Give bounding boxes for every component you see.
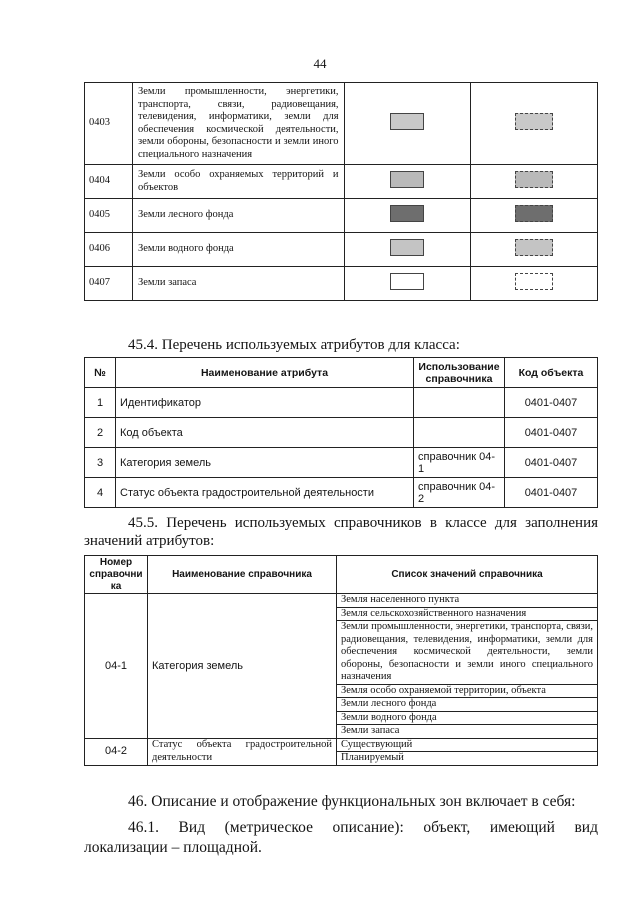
table-row — [85, 233, 598, 267]
dictionary-value: Земли водного фонда — [337, 711, 598, 725]
column-header: Наименование справочника — [148, 556, 337, 594]
object-code: 0405 — [85, 199, 133, 233]
page-number: 44 — [313, 56, 327, 71]
section-46-1-line2: локализации – площадной. — [84, 839, 262, 856]
row-number: 1 — [85, 388, 116, 418]
table-row — [85, 418, 598, 448]
symbols-table — [84, 82, 598, 301]
fill-symbol-swatch — [390, 239, 424, 256]
object-code: 0404 — [85, 165, 133, 199]
object-name: Земли водного фонда — [133, 233, 345, 267]
table-row — [85, 267, 598, 301]
object-code: 0401-0407 — [505, 448, 598, 478]
section-45-4-title: 45.4. Перечень используемых атрибутов для класса: — [128, 337, 460, 353]
object-name: Земли промышленности, энергетики, транспорта, связи, радиовещания, телевидения, информатики, земли для обеспечения космической деятельности, земли обороны, безопасности и земли иного специального назначения — [133, 83, 345, 165]
object-name: Земли особо охраняемых территорий и объектов — [133, 165, 345, 199]
dashed-symbol-swatch — [515, 171, 553, 188]
column-header: № — [85, 358, 116, 388]
dictionary-value: Земля сельскохозяйственного назначения — [337, 607, 598, 621]
dashed-symbol-swatch — [515, 239, 553, 256]
column-header: Использование справочника — [414, 358, 505, 388]
table-header-row — [85, 358, 598, 388]
object-code: 0407 — [85, 267, 133, 301]
dictionary-value: Планируемый — [337, 752, 598, 766]
section-46-1-line1: 46.1. Вид (метрическое описание): объект, имеющий вид — [128, 819, 598, 836]
dictionary-name: Категория земель — [148, 594, 337, 739]
dictionary-value: Земля особо охраняемой территории, объекта — [337, 684, 598, 698]
section-45-5-title: 45.5. Перечень используемых справочников в классе для заполнения значений атрибутов: — [84, 515, 598, 549]
table-row — [85, 594, 598, 608]
section-46-text: 46. Описание и отображение функциональных зон включает в себя: — [128, 793, 576, 810]
column-header: Код объекта — [505, 358, 598, 388]
object-code: 0401-0407 — [505, 478, 598, 508]
object-code: 0401-0407 — [505, 418, 598, 448]
table-row — [85, 83, 598, 165]
attribute-name: Статус объекта градостроительной деятельности — [116, 478, 414, 508]
fill-symbol-swatch — [390, 273, 424, 290]
dictionary-name: Статус объекта градостроительной деятельности — [148, 738, 337, 765]
dictionary-value: Существующий — [337, 738, 598, 752]
dictionary-value: Земли промышленности, энергетики, транспорта, связи, радиовещания, телевидения, информатики, земли для обеспечения космической деятельности, земли обороны, безопасности и земли иного специального назначения — [337, 621, 598, 685]
dictionary-value: Земля населенного пункта — [337, 594, 598, 608]
object-name: Земли лесного фонда — [133, 199, 345, 233]
dictionary-number: 04-1 — [85, 594, 148, 739]
fill-symbol-swatch — [390, 205, 424, 222]
dictionary-value: Земли запаса — [337, 725, 598, 739]
table-row — [85, 478, 598, 508]
dictionaries-table — [84, 555, 598, 766]
reference-used — [414, 388, 505, 418]
object-code: 0406 — [85, 233, 133, 267]
dictionary-number: 04-2 — [85, 738, 148, 765]
column-header: Номер справочни ка — [85, 556, 148, 594]
column-header: Список значений справочника — [337, 556, 598, 594]
dashed-symbol-swatch — [515, 273, 553, 290]
attribute-name: Код объекта — [116, 418, 414, 448]
table-row — [85, 388, 598, 418]
reference-used — [414, 418, 505, 448]
attribute-name: Идентификатор — [116, 388, 414, 418]
attribute-name: Категория земель — [116, 448, 414, 478]
table-row — [85, 165, 598, 199]
fill-symbol-swatch — [390, 113, 424, 130]
reference-used: справочник 04-1 — [414, 448, 505, 478]
dashed-symbol-swatch — [515, 113, 553, 130]
object-name: Земли запаса — [133, 267, 345, 301]
row-number: 4 — [85, 478, 116, 508]
attributes-table — [84, 357, 598, 508]
table-header-row — [85, 556, 598, 594]
object-code: 0401-0407 — [505, 388, 598, 418]
reference-used: справочник 04-2 — [414, 478, 505, 508]
row-number: 2 — [85, 418, 116, 448]
table-row — [85, 448, 598, 478]
row-number: 3 — [85, 448, 116, 478]
table-row — [85, 738, 598, 752]
dictionary-value: Земли лесного фонда — [337, 698, 598, 712]
dashed-symbol-swatch — [515, 205, 553, 222]
table-row — [85, 199, 598, 233]
fill-symbol-swatch — [390, 171, 424, 188]
column-header: Наименование атрибута — [116, 358, 414, 388]
object-code: 0403 — [85, 83, 133, 165]
